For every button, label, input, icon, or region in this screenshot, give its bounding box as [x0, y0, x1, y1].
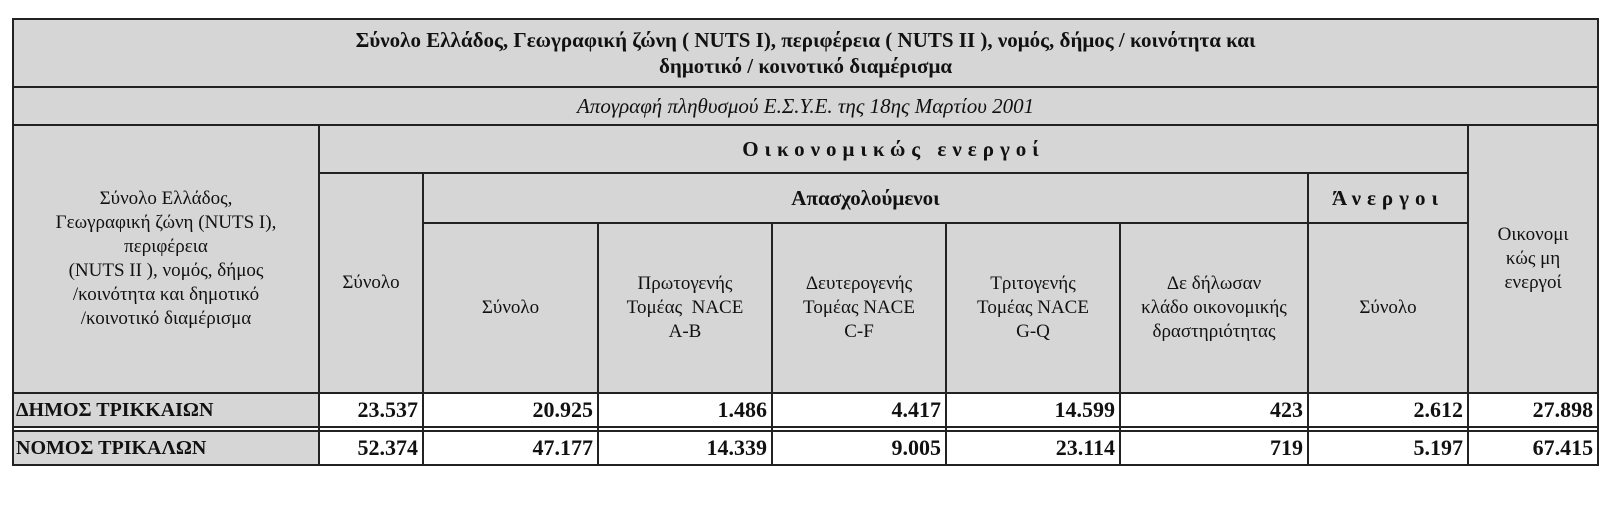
table-title-line2: δημοτικό / κοινοτικό διαμέρισμα [659, 54, 953, 78]
tertiary-header-line3: G-Q [1016, 321, 1050, 342]
tertiary-header-line2: Τομέας NACE [977, 297, 1089, 318]
not-declared-header-line1: Δε δήλωσαν [1166, 273, 1262, 294]
unemployed-total-header: Σύνολο [1308, 223, 1468, 393]
cell-employed-total: 47.177 [423, 431, 598, 465]
census-table [12, 18, 1599, 466]
tertiary-header-line1: Τριτογενής [990, 273, 1076, 294]
tertiary-sector-header [946, 223, 1120, 393]
region-column-header [13, 125, 319, 393]
cell-tertiary: 14.599 [946, 393, 1120, 427]
cell-secondary: 9.005 [772, 431, 946, 465]
economically-active-header: Οικονομικώς ενεργοί [319, 125, 1468, 173]
table-title-line1: Σύνολο Ελλάδος, Γεωγραφική ζώνη ( NUTS I), περιφέρεια ( NUTS II ), νομός, δήμος / κοινότητα και [355, 28, 1256, 52]
region-header-line5: /κοινότητα και δημοτικό [72, 284, 260, 305]
inactive-header [1468, 125, 1598, 393]
region-header-line3: περιφέρεια [124, 236, 208, 257]
cell-primary: 14.339 [598, 431, 772, 465]
region-header-line2: Γεωγραφική ζώνη (NUTS I), [55, 212, 277, 233]
cell-total-active: 23.537 [319, 393, 423, 427]
primary-header-line2: Τομέας NACE [626, 297, 744, 318]
cell-unemployed-total: 5.197 [1308, 431, 1468, 465]
secondary-header-line3: C-F [844, 321, 874, 342]
secondary-header-line2: Τομέας NACE [803, 297, 915, 318]
cell-total-active: 52.374 [319, 431, 423, 465]
cell-employed-total: 20.925 [423, 393, 598, 427]
cell-inactive: 67.415 [1468, 431, 1598, 465]
census-table-container [12, 18, 1597, 466]
region-header-line4: (NUTS II ), νομός, δήμος [68, 260, 264, 281]
region-header-line1: Σύνολο Ελλάδος, [99, 188, 233, 209]
primary-header-line3: A-B [668, 321, 702, 342]
table-subtitle: Απογραφή πληθυσμού Ε.Σ.Υ.Ε. της 18ης Μαρτίου 2001 [13, 87, 1598, 125]
inactive-header-line1: Οικονομι [1497, 224, 1569, 245]
table-row [13, 431, 1598, 465]
cell-primary: 1.486 [598, 393, 772, 427]
total-active-header: Σύνολο [319, 173, 423, 393]
primary-sector-header [598, 223, 772, 393]
row-name: ΔΗΜΟΣ ΤΡΙΚΚΑΙΩΝ [13, 393, 319, 427]
not-declared-header [1120, 223, 1308, 393]
employed-header: Απασχολούμενοι [423, 173, 1308, 223]
inactive-header-line3: ενεργοί [1504, 272, 1562, 293]
not-declared-header-line3: δραστηριότητας [1152, 321, 1276, 342]
table-title [13, 19, 1598, 87]
table-row [13, 393, 1598, 427]
primary-header-line1: Πρωτογενής [637, 273, 733, 294]
secondary-sector-header [772, 223, 946, 393]
unemployed-header: Άνεργοι [1308, 173, 1468, 223]
cell-tertiary: 23.114 [946, 431, 1120, 465]
cell-unemployed-total: 2.612 [1308, 393, 1468, 427]
employed-total-header: Σύνολο [423, 223, 598, 393]
row-name: ΝΟΜΟΣ ΤΡΙΚΑΛΩΝ [13, 431, 319, 465]
region-header-line6: /κοινοτικό διαμέρισμα [80, 308, 252, 329]
inactive-header-line2: κώς μη [1505, 248, 1561, 269]
cell-secondary: 4.417 [772, 393, 946, 427]
not-declared-header-line2: κλάδο οικονομικής [1141, 297, 1287, 318]
secondary-header-line1: Δευτερογενής [805, 273, 913, 294]
cell-inactive: 27.898 [1468, 393, 1598, 427]
cell-not-declared: 423 [1120, 393, 1308, 427]
cell-not-declared: 719 [1120, 431, 1308, 465]
